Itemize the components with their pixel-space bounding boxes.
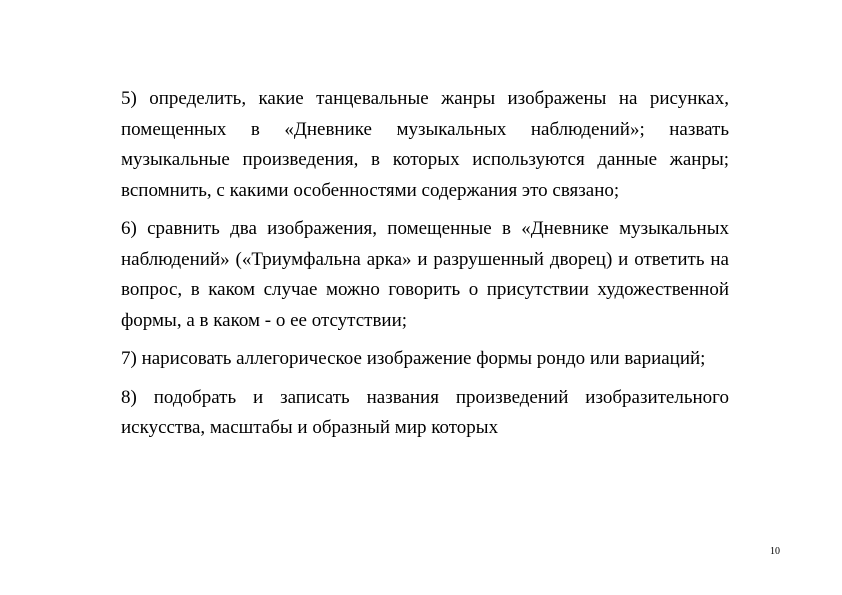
list-item-7: 7) нарисовать аллегорическое изображение формы рондо или вариаций; bbox=[121, 348, 706, 369]
list-item-5: 5) определить, какие танцевальные жанры изображены на рисунках, помещенных в «Дневнике музыкальных наблюдений»; назвать музыкальные произведения, в которых используются данные жанры; вспомнить, с какими особенностями содержания это связано; bbox=[121, 88, 729, 201]
list-item-6: 6) сравнить два изображения, помещенные в «Дневнике музыкальных наблюдений» («Триумфальна арка» и разрушенный дворец) и ответить на вопрос, в каком случае можно говорить о присутствии художественной формы, а в каком - о ее отсутствии; bbox=[121, 218, 729, 331]
page-content bbox=[121, 84, 729, 452]
page-number: 10 bbox=[770, 546, 780, 557]
list-item-8: 8) подобрать и записать названия произведений изобразительного искусства, масштабы и образный мир которых bbox=[121, 386, 729, 438]
